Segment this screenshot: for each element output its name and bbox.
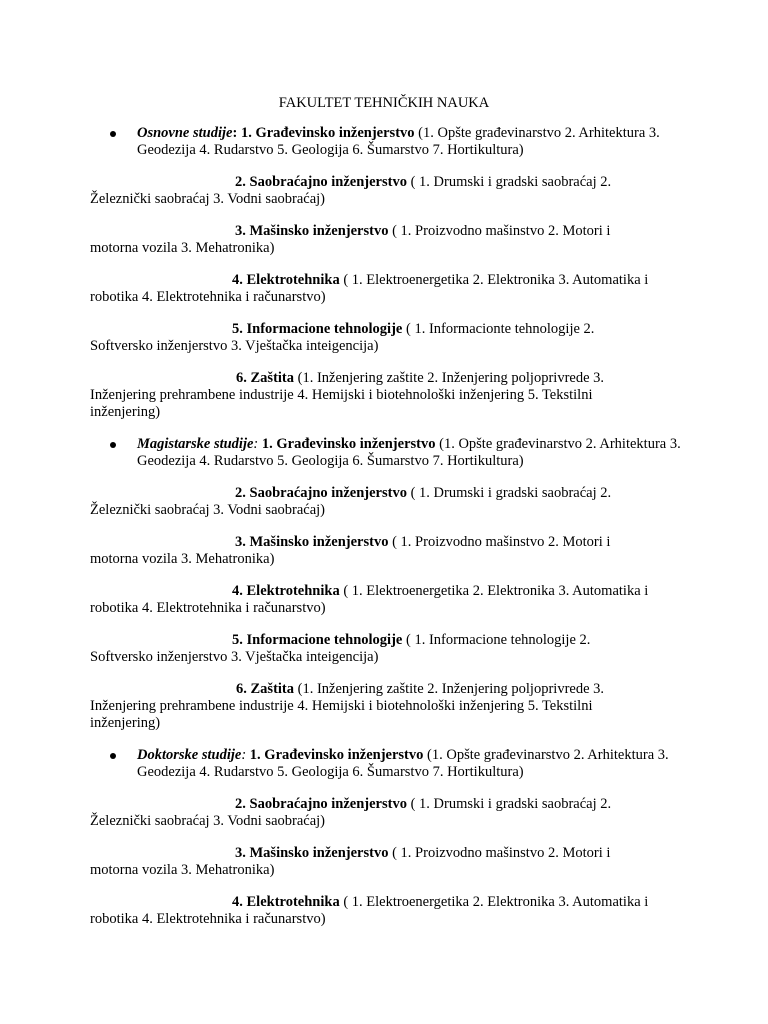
program-name: 6. Zaštita [236, 681, 294, 697]
program-detail: ( 1. Proizvodno mašinstvo 2. Motori i motorna vozila 3. Mehatronika) [90, 845, 611, 878]
program-detail: ( 1. Informacionte tehnologije 2. Softversko inženjerstvo 3. Vještačka inteigencija) [90, 321, 595, 354]
program-entry [90, 174, 650, 208]
bullet-icon [110, 753, 116, 759]
program-entry [90, 894, 650, 928]
section-bullet [110, 436, 690, 470]
program-entry [90, 583, 650, 617]
program-name: 3. Mašinsko inženjerstvo [235, 534, 389, 550]
program-entry [90, 370, 650, 421]
section-label-suffix: : [232, 125, 238, 141]
section-label-suffix: : [241, 747, 247, 763]
program-detail: ( 1. Drumski i gradski saobraćaj 2. Železnički saobraćaj 3. Vodni saobraćaj) [90, 485, 612, 518]
program-name: 3. Mašinsko inženjerstvo [235, 845, 389, 861]
program-detail: ( 1. Proizvodno mašinstvo 2. Motori i motorna vozila 3. Mehatronika) [90, 223, 611, 256]
program-name: 4. Elektrotehnika [232, 583, 340, 599]
program-entry [90, 632, 650, 666]
program-name: 1. Građevinsko inženjerstvo [261, 436, 436, 452]
program-detail: ( 1. Proizvodno mašinstvo 2. Motori i motorna vozila 3. Mehatronika) [90, 534, 611, 567]
program-entry [90, 796, 650, 830]
program-name: 6. Zaštita [236, 370, 294, 386]
section-first-line [137, 747, 690, 781]
program-name: 4. Elektrotehnika [232, 894, 340, 910]
program-detail: (1. Opšte građevinarstvo 2. Arhitektura 3. Geodezija 4. Rudarstvo 5. Geologija 6. Šumarstvo 7. Hortikultura) [137, 125, 660, 158]
section-first-line [137, 125, 690, 159]
section-label: Doktorske studije [137, 747, 242, 763]
program-name: 2. Saobraćajno inženjerstvo [235, 485, 407, 501]
program-detail: ( 1. Drumski i gradski saobraćaj 2. Železnički saobraćaj 3. Vodni saobraćaj) [90, 796, 612, 829]
program-detail: (1. Opšte građevinarstvo 2. Arhitektura 3. Geodezija 4. Rudarstvo 5. Geologija 6. Šumarstvo 7. Hortikultura) [137, 436, 681, 469]
program-name: 5. Informacione tehnologije [232, 632, 403, 648]
program-detail: ( 1. Elektroenergetika 2. Elektronika 3. Automatika i robotika 4. Elektrotehnika i računarstvo) [90, 583, 649, 616]
program-detail: ( 1. Elektroenergetika 2. Elektronika 3. Automatika i robotika 4. Elektrotehnika i računarstvo) [90, 894, 649, 927]
program-detail: ( 1. Elektroenergetika 2. Elektronika 3. Automatika i robotika 4. Elektrotehnika i računarstvo) [90, 272, 649, 305]
bullet-icon [110, 442, 116, 448]
program-detail: ( 1. Informacione tehnologije 2. Softversko inženjerstvo 3. Vještačka inteigencija) [90, 632, 591, 665]
bullet-icon [110, 131, 116, 137]
program-detail: (1. Opšte građevinarstvo 2. Arhitektura 3. Geodezija 4. Rudarstvo 5. Geologija 6. Šumarstvo 7. Hortikultura) [137, 747, 669, 780]
program-detail: (1. Inženjering zaštite 2. Inženjering poljoprivrede 3. Inženjering prehrambene industrije 4. Hemijski i biotehnološki inženjering 5. Tekstilni inženjering) [90, 681, 605, 731]
page-title: FAKULTET TEHNIČKIH NAUKA [278, 95, 490, 111]
program-entry [90, 845, 650, 879]
program-entry [90, 485, 650, 519]
program-entry [90, 272, 650, 306]
program-entry [90, 321, 650, 355]
section-bullet [110, 125, 690, 159]
program-detail: ( 1. Drumski i gradski saobraćaj 2. Železnički saobraćaj 3. Vodni saobraćaj) [90, 174, 612, 207]
program-name: 2. Saobraćajno inženjerstvo [235, 174, 407, 190]
program-name: 1. Građevinsko inženjerstvo [240, 125, 415, 141]
program-name: 1. Građevinsko inženjerstvo [249, 747, 424, 763]
program-entry [90, 681, 650, 732]
section-first-line [137, 436, 690, 470]
program-name: 5. Informacione tehnologije [232, 321, 403, 337]
program-name: 3. Mašinsko inženjerstvo [235, 223, 389, 239]
program-entry [90, 534, 650, 568]
program-name: 4. Elektrotehnika [232, 272, 340, 288]
program-detail: (1. Inženjering zaštite 2. Inženjering poljoprivrede 3. Inženjering prehrambene industrije 4. Hemijski i biotehnološki inženjering 5. Tekstilni inženjering) [90, 370, 605, 420]
program-entry [90, 223, 650, 257]
section-label: Magistarske studije [137, 436, 254, 452]
section-label-suffix: : [253, 436, 259, 452]
section-label: Osnovne studije [137, 125, 233, 141]
section-bullet [110, 747, 690, 781]
program-name: 2. Saobraćajno inženjerstvo [235, 796, 407, 812]
